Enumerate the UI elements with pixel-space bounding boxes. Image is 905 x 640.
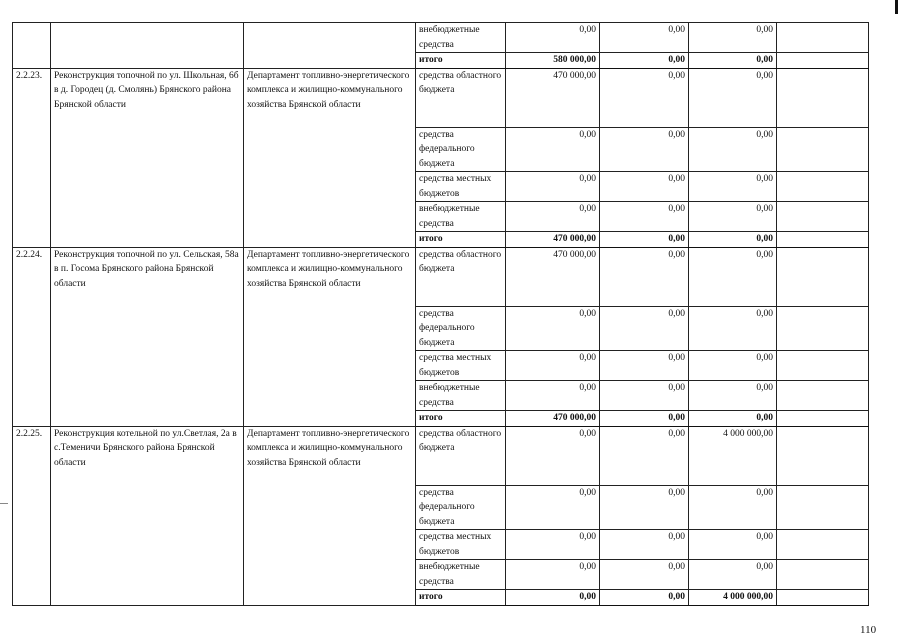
empty-cell [777,68,869,127]
amount-cell: 470 000,00 [506,247,600,306]
funding-source: средства местных бюджетов [416,172,506,202]
empty-cell [777,560,869,590]
item-executor: Департамент топливно-энергетического комплекса и жилищно-коммунального хозяйства Брянской области [244,426,416,605]
amount-cell: 0,00 [689,202,777,232]
item-name: Реконструкция топочной по ул. Сельская, 58а в п. Госома Брянского района Брянской области [51,247,244,426]
amount-cell: 0,00 [689,560,777,590]
funding-source: итого [416,411,506,427]
amount-cell: 0,00 [506,530,600,560]
amount-cell: 0,00 [600,202,689,232]
amount-cell: 0,00 [506,127,600,172]
table-row [13,23,869,53]
funding-source: внебюджетные средства [416,381,506,411]
empty-cell [777,53,869,69]
amount-cell: 0,00 [689,306,777,351]
empty-cell [777,232,869,248]
amount-cell: 0,00 [600,411,689,427]
empty-cell [777,23,869,53]
amount-cell: 470 000,00 [506,411,600,427]
amount-cell: 0,00 [600,127,689,172]
amount-cell: 0,00 [600,53,689,69]
financing-table [12,22,869,606]
amount-cell: 0,00 [600,23,689,53]
amount-cell: 0,00 [689,53,777,69]
empty-cell [777,247,869,306]
empty-cell [777,530,869,560]
empty-cell [777,411,869,427]
amount-cell: 580 000,00 [506,53,600,69]
amount-cell: 0,00 [506,172,600,202]
amount-cell: 0,00 [600,426,689,485]
empty-cell [777,172,869,202]
amount-cell: 4 000 000,00 [689,590,777,606]
amount-cell: 0,00 [689,530,777,560]
empty-cell [777,590,869,606]
empty-cell [777,202,869,232]
code-cell [13,23,51,69]
amount-cell: 0,00 [600,247,689,306]
funding-source: средства областного бюджета [416,68,506,127]
amount-cell: 0,00 [689,485,777,530]
amount-cell: 0,00 [600,172,689,202]
amount-cell: 470 000,00 [506,232,600,248]
empty-cell [777,127,869,172]
amount-cell: 0,00 [506,560,600,590]
table-row [13,426,869,485]
amount-cell: 0,00 [689,68,777,127]
funding-source: средства местных бюджетов [416,530,506,560]
amount-cell: 0,00 [600,381,689,411]
fold-mark [0,503,8,504]
funding-source: средства федерального бюджета [416,485,506,530]
item-executor: Департамент топливно-энергетического комплекса и жилищно-коммунального хозяйства Брянской области [244,247,416,426]
item-name: Реконструкция топочной по ул. Школьная, 6б в д. Городец (д. Смолянь) Брянского района Брянской области [51,68,244,247]
executor-cell [244,23,416,69]
table-row [13,68,869,127]
table-row [13,247,869,306]
funding-source: средства областного бюджета [416,426,506,485]
item-code: 2.2.23. [13,68,51,247]
amount-cell: 0,00 [600,232,689,248]
empty-cell [777,485,869,530]
amount-cell: 0,00 [506,202,600,232]
funding-source: внебюджетные средства [416,560,506,590]
table-body [13,23,869,606]
amount-cell: 0,00 [689,411,777,427]
amount-cell: 0,00 [689,351,777,381]
empty-cell [777,381,869,411]
funding-source: внебюджетные средства [416,202,506,232]
funding-source: внебюджетные средства [416,23,506,53]
funding-source: средства областного бюджета [416,247,506,306]
item-code: 2.2.24. [13,247,51,426]
item-executor: Департамент топливно-энергетического комплекса и жилищно-коммунального хозяйства Брянской области [244,68,416,247]
amount-cell: 0,00 [600,68,689,127]
amount-cell: 470 000,00 [506,68,600,127]
empty-cell [777,351,869,381]
amount-cell: 0,00 [506,485,600,530]
amount-cell: 0,00 [506,381,600,411]
funding-source: итого [416,53,506,69]
amount-cell: 0,00 [600,530,689,560]
empty-cell [777,306,869,351]
item-code: 2.2.25. [13,426,51,605]
page-number: 110 [860,624,877,636]
funding-source: средства федерального бюджета [416,306,506,351]
empty-cell [777,426,869,485]
amount-cell: 0,00 [600,590,689,606]
amount-cell: 0,00 [689,172,777,202]
amount-cell: 0,00 [600,306,689,351]
funding-source: итого [416,590,506,606]
margin-mark [895,0,898,14]
amount-cell: 0,00 [689,23,777,53]
amount-cell: 4 000 000,00 [689,426,777,485]
amount-cell: 0,00 [689,247,777,306]
amount-cell: 0,00 [689,381,777,411]
funding-source: средства местных бюджетов [416,351,506,381]
amount-cell: 0,00 [600,485,689,530]
amount-cell: 0,00 [506,426,600,485]
amount-cell: 0,00 [506,590,600,606]
item-name: Реконструкция котельной по ул.Светлая, 2а в с.Теменичи Брянского района Брянской области [51,426,244,605]
name-cell [51,23,244,69]
amount-cell: 0,00 [506,306,600,351]
amount-cell: 0,00 [600,560,689,590]
amount-cell: 0,00 [689,127,777,172]
amount-cell: 0,00 [506,351,600,381]
amount-cell: 0,00 [506,23,600,53]
amount-cell: 0,00 [600,351,689,381]
amount-cell: 0,00 [689,232,777,248]
funding-source: средства федерального бюджета [416,127,506,172]
funding-source: итого [416,232,506,248]
